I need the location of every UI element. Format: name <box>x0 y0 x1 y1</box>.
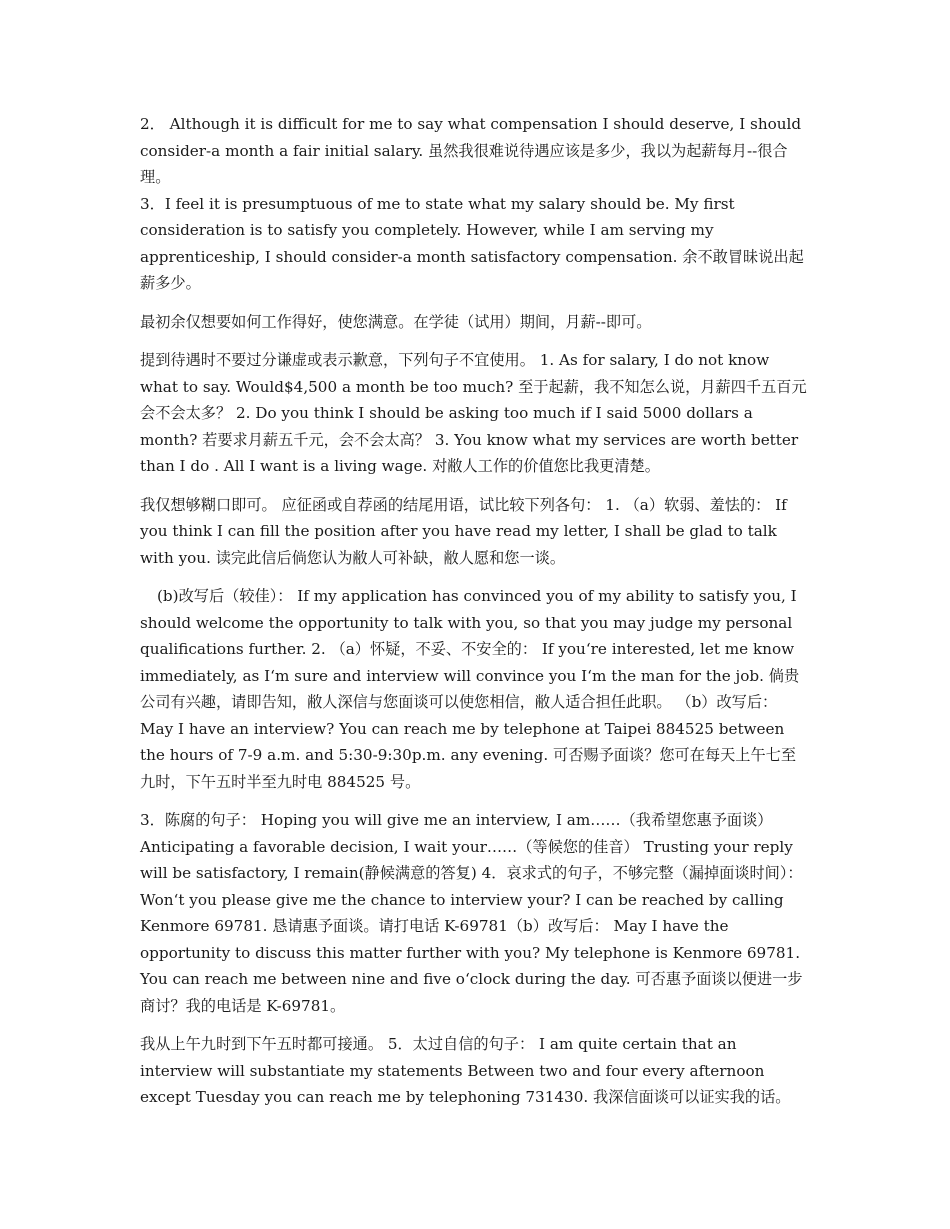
paragraph-gap <box>140 1019 808 1031</box>
paragraph-gap <box>140 335 808 347</box>
paragraph-gap <box>140 795 808 807</box>
paragraph-rewritten-examples: (b)改写后（较佳）： If my application has convinced you of my ability to satisfy you, I should welcome the opportunity to talk with you, so that you may judge my personal qualifications further. 2. （a）怀疑，不妥、不安全的： If you‘re interested, let me know immediately, as I‘m sure and interview will convince you I‘m the man for the job. 倘贵公司有兴趣，请即告知，敝人深信与您面谈可以使您相信，敝人适合担任此职。 （b）改写后： May I have an interview? You can reach me by telephone at Taipei 884525 between the hours of 7-9 a.m. and 5:30-9:30p.m. any evening. 可否赐予面谈？您可在每天上午七至九时，下午五时半至九时电 884525 号。 <box>140 587 800 791</box>
paragraph-gap <box>140 571 808 583</box>
paragraph-gap <box>140 297 808 309</box>
document-body <box>140 111 808 1111</box>
paragraph-salary-3: 3．I feel it is presumptuous of me to state what my salary should be. My first consideration is to satisfy you completely. However, while I am serving my apprenticeship, I should consider-a month satisfactory compensation. 余不敢冒昧说出起薪多少。 <box>140 194 804 292</box>
paragraph-overconfident: 我从上午九时到下午五时都可接通。 5．太过自信的句子： I am quite certain that an interview will substantiate my statements Between two and four every afternoon except Tuesday you can reach me by telephoning 731430. 我深信面谈可以证实我的话。 <box>140 1035 791 1106</box>
paragraph-salary-2: 2． Although it is difficult for me to say what compensation I should deserve, I should consider-a month a fair initial salary. 虽然我很难说待遇应该是多少，我以为起薪每月--很合理。 <box>140 115 802 186</box>
paragraph-gap <box>140 480 808 492</box>
paragraph-apprentice-note: 最初余仅想要如何工作得好，使您满意。在学徒（试用）期间，月薪--即可。 <box>140 312 652 331</box>
paragraph-stale-sentences: 3．陈腐的句子： Hoping you will give me an interview, I am……（我希望您惠予面谈） Anticipating a favorable decision, I wait your……（等候您的佳音） Trusting your reply will be satisfactory, I remain(静候满意的答复) 4．哀求式的句子，不够完整（漏掉面谈时间）： Won‘t you please give me the chance to interview your? I can be reached by calling Kenmore 69781. 恳请惠予面谈。请打电话 K-69781（b）改写后： May I have the opportunity to discuss this matter further with you? My telephone is Kenmore 69781. You can reach me between nine and five o‘clock during the day. 可否惠予面谈以便进一步商讨？我的电话是 K-69781。 <box>140 811 803 1015</box>
paragraph-avoid-sentences: 提到待遇时不要过分谦虚或表示歉意，下列句子不宜使用。 1. As for salary, I do not know what to say. Would$4,500 a month be too much? 至于起薪，我不知怎么说，月薪四千五百元会不会太多？ 2. Do you think I should be asking too much if I said 5000 dollars a month? 若要求月薪五千元，会不会太高？ 3. You know what my services are worth better than I do . All I want is a living wage. 对敝人工作的价值您比我更清楚。 <box>140 351 807 475</box>
paragraph-closing-phrases: 我仅想够糊口即可。 应征函或自荐函的结尾用语，试比较下列各句： 1. （a）软弱、羞怯的： If you think I can fill the position after you have read my letter, I shall be glad to talk with you. 读完此信后倘您认为敝人可补缺，敝人愿和您一谈。 <box>140 495 787 567</box>
